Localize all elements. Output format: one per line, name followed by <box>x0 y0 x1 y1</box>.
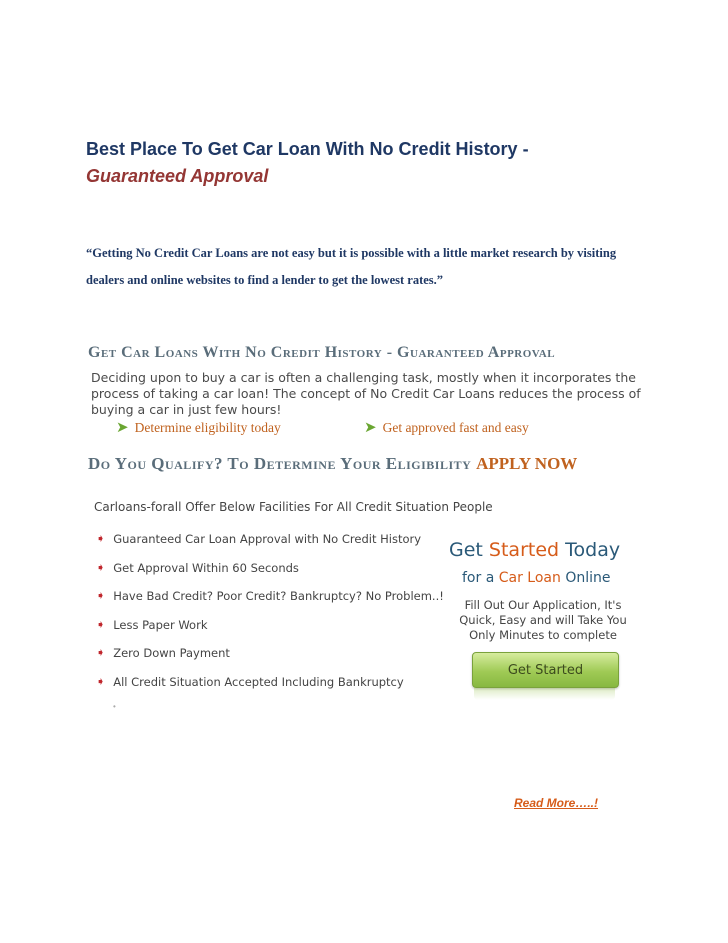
qualify-heading <box>88 454 577 474</box>
feature-label: Determine eligibility today <box>134 419 281 435</box>
document-title <box>86 136 646 190</box>
get-started-title-post: Today <box>565 539 621 561</box>
banner-heading: Get Car Loans With No Credit History - Guaranteed Approval <box>88 344 556 361</box>
list-item-text: Zero Down Payment <box>113 646 230 660</box>
green-arrow-icon: ➤ <box>364 420 377 436</box>
red-arrow-bullet-icon: ➧ <box>96 589 106 602</box>
list-item <box>96 589 444 618</box>
list-item <box>96 532 444 561</box>
title-line-2: Guaranteed Approval <box>86 166 269 186</box>
title-line-1: Best Place To Get Car Loan With No Credit History - <box>86 139 529 159</box>
qualify-heading-text: Do You Qualify? To Determine Your Eligibility <box>88 454 472 473</box>
list-item-text: All Credit Situation Accepted Including Bankruptcy <box>113 674 404 689</box>
decorative-dot: • <box>113 702 116 711</box>
apply-now-label: APPLY NOW <box>476 454 578 473</box>
read-more-link[interactable]: Read More…..! <box>514 796 599 810</box>
get-started-title <box>449 539 620 561</box>
banner-description: Deciding upon to buy a car is often a challenging task, mostly when it incorporates the process of taking a car loan! The concept of No Credit Car Loans reduces the process of buying a car in just few hours! <box>91 370 641 417</box>
feature-get-approved <box>364 418 529 437</box>
get-started-sub-post: Online <box>565 570 611 586</box>
red-arrow-bullet-icon: ➧ <box>96 674 106 688</box>
feature-determine-eligibility <box>116 418 281 437</box>
list-item-text: Get Approval Within 60 Seconds <box>113 560 299 575</box>
red-arrow-bullet-icon: ➧ <box>96 617 106 631</box>
get-started-sub-highlight: Car Loan <box>498 570 561 586</box>
red-arrow-bullet-icon: ➧ <box>96 646 106 659</box>
offer-intro: Carloans-forall Offer Below Facilities For All Credit Situation People <box>94 500 493 514</box>
get-started-text: Fill Out Our Application, It's Quick, Easy and will Take You Only Minutes to complete <box>459 598 627 642</box>
list-item-text: Guaranteed Car Loan Approval with No Credit History <box>113 532 422 546</box>
red-arrow-bullet-icon: ➧ <box>96 532 106 545</box>
get-started-subtitle <box>462 570 611 586</box>
list-item-text: Less Paper Work <box>113 617 208 632</box>
green-arrow-icon: ➤ <box>116 420 129 436</box>
intro-quote: “Getting No Credit Car Loans are not easy but it is possible with a little market research by visiting dealers and online websites to find a lender to get the lowest rates.” <box>86 246 617 287</box>
list-item <box>96 675 444 704</box>
red-arrow-bullet-icon: ➧ <box>96 560 106 574</box>
get-started-title-highlight: Started <box>488 539 560 561</box>
list-item <box>96 561 444 590</box>
list-item <box>96 618 444 647</box>
facilities-list <box>96 532 444 703</box>
list-item-text: Have Bad Credit? Poor Credit? Bankruptcy? No Problem..! <box>113 589 444 603</box>
feature-label: Get approved fast and easy <box>382 419 529 435</box>
list-item <box>96 646 444 675</box>
get-started-title-pre: Get <box>449 539 483 561</box>
button-reflection <box>474 688 615 700</box>
get-started-button[interactable]: Get Started <box>472 652 619 688</box>
promo-banner-image <box>86 336 646 712</box>
get-started-sub-pre: for a <box>462 570 495 586</box>
